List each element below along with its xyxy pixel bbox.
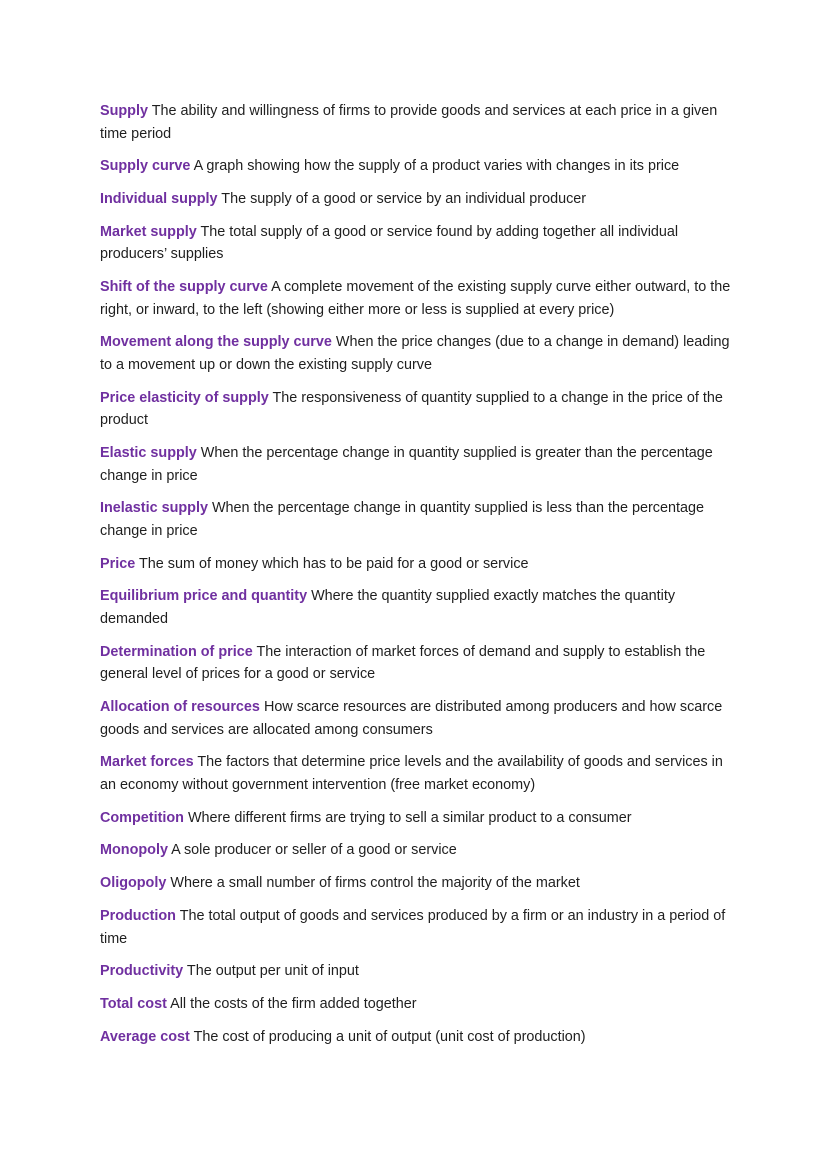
- definition: Where a small number of firms control the majority of the market: [170, 875, 580, 892]
- term: Market supply: [100, 223, 197, 240]
- glossary-entry-competition: [100, 807, 740, 830]
- glossary-list: [100, 100, 740, 1048]
- term: Allocation of resources: [100, 699, 260, 716]
- glossary-entry-oligopoly: [100, 872, 740, 895]
- term: Price: [100, 555, 136, 572]
- term: Total cost: [100, 996, 167, 1013]
- definition: When the percentage change in quantity supplied is less than the percentage change in price: [100, 500, 704, 539]
- definition: The output per unit of input: [186, 963, 359, 980]
- glossary-entry-inelastic-supply: [100, 497, 740, 542]
- definition: Where different firms are trying to sell a similar product to a consumer: [187, 809, 632, 826]
- definition: The sum of money which has to be paid for a good or service: [138, 555, 529, 572]
- glossary-entry-elastic-supply: [100, 442, 740, 487]
- term: Oligopoly: [100, 875, 167, 892]
- definition: The cost of producing a unit of output (unit cost of production): [193, 1028, 586, 1045]
- glossary-entry-monopoly: [100, 839, 740, 862]
- glossary-entry-price-elasticity-of-supply: [100, 387, 740, 432]
- term: Movement along the supply curve: [100, 334, 332, 351]
- term: Elastic supply: [100, 445, 197, 462]
- glossary-entry-production: [100, 905, 740, 950]
- glossary-entry-supply: [100, 100, 740, 145]
- term: Average cost: [100, 1028, 190, 1045]
- term: Equilibrium price and quantity: [100, 588, 308, 605]
- glossary-entry-allocation-of-resources: [100, 696, 740, 741]
- glossary-entry-average-cost: [100, 1026, 740, 1049]
- term: Supply curve: [100, 158, 191, 175]
- term: Monopoly: [100, 842, 168, 859]
- definition: How scarce resources are distributed among producers and how scarce goods and services are allocated among consumers: [100, 699, 723, 738]
- definition: The total supply of a good or service found by adding together all individual producers’ supplies: [100, 223, 679, 263]
- glossary-entry-supply-curve: [100, 155, 740, 178]
- glossary-entry-total-cost: [100, 993, 740, 1016]
- definition: When the percentage change in quantity supplied is greater than the percentage change in price: [100, 445, 713, 484]
- definition: Where the quantity supplied exactly matches the quantity demanded: [100, 588, 676, 627]
- glossary-entry-equilibrium-price-and-quantity: [100, 585, 740, 630]
- term: Shift of the supply curve: [100, 279, 268, 296]
- definition: When the price changes (due to a change in demand) leading to a movement up or down the existing supply curve: [100, 334, 730, 373]
- glossary-entry-productivity: [100, 960, 740, 983]
- definition: A sole producer or seller of a good or service: [171, 842, 457, 859]
- definition: The supply of a good or service by an individual producer: [221, 191, 587, 208]
- definition: The responsiveness of quantity supplied to a change in the price of the product: [100, 389, 723, 429]
- definition: A graph showing how the supply of a product varies with changes in its price: [193, 158, 680, 175]
- term: Price elasticity of supply: [100, 389, 269, 406]
- definition: The factors that determine price levels and the availability of goods and services in an economy without government intervention (free market economy): [100, 754, 723, 793]
- glossary-entry-movement-along-supply-curve: [100, 331, 740, 376]
- term: Productivity: [100, 963, 184, 980]
- glossary-entry-market-forces: [100, 751, 740, 796]
- glossary-entry-determination-of-price: [100, 641, 740, 686]
- term: Production: [100, 908, 176, 925]
- term: Competition: [100, 809, 184, 826]
- definition: All the costs of the firm added together: [170, 996, 417, 1013]
- term: Inelastic supply: [100, 500, 208, 517]
- definition: The ability and willingness of firms to provide goods and services at each price in a given time period: [100, 103, 718, 142]
- definition: The interaction of market forces of demand and supply to establish the general level of prices for a good or service: [100, 643, 706, 683]
- definition: A complete movement of the existing supply curve either outward, to the right, or inward, to the left (showing either more or less is supplied at every price): [100, 279, 731, 318]
- term: Individual supply: [100, 191, 218, 208]
- term: Market forces: [100, 754, 194, 771]
- glossary-entry-shift-of-supply-curve: [100, 276, 740, 321]
- definition: The total output of goods and services produced by a firm or an industry in a period of time: [100, 908, 726, 947]
- glossary-entry-market-supply: [100, 221, 740, 266]
- glossary-entry-price: [100, 553, 740, 576]
- term: Supply: [100, 103, 148, 119]
- glossary-page: [100, 100, 740, 1059]
- glossary-entry-individual-supply: [100, 188, 740, 211]
- term: Determination of price: [100, 643, 253, 660]
